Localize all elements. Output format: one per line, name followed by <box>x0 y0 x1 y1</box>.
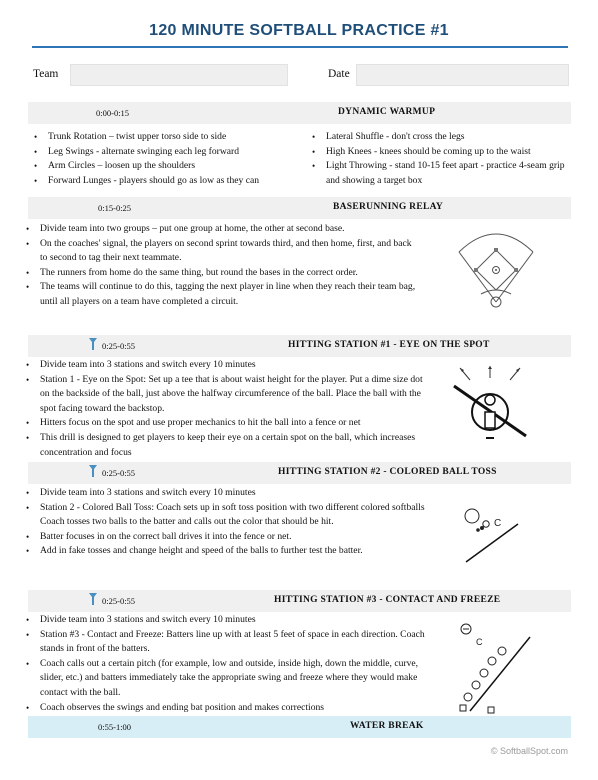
warmup-body <box>28 130 571 192</box>
station1-body <box>28 358 571 460</box>
tee-icon <box>88 592 98 606</box>
station1-time: 0:25-0:55 <box>102 341 136 351</box>
list-item: • Light Throwing - stand 10-15 feet apart - practice 4-seam grip and showing a target box <box>306 159 568 188</box>
station2-body <box>28 486 571 584</box>
water-title: WATER BREAK <box>350 721 424 731</box>
list-item: • Station #3 - Contact and Freeze: Batters line up with at least 5 feet of space in each direction. Coach stands in front of the batters. <box>20 628 430 657</box>
colored-ball-toss-diagram <box>456 504 540 568</box>
baserunning-time: 0:15-0:25 <box>98 203 132 213</box>
list-item: • Hitters focus on the spot and use proper mechanics to hit the ball into a fence or net <box>20 416 430 431</box>
list-item: • Forward Lunges - players should go as low as they can <box>28 174 298 189</box>
list-item: • Leg Swings - alternate swinging each leg forward <box>28 145 298 160</box>
svg-text:C: C <box>476 637 483 647</box>
station2-title: HITTING STATION #2 - COLORED BALL TOSS <box>278 467 497 477</box>
warmup-left-list <box>28 130 298 188</box>
list-item: • Coach observes the swings and ending bat position and makes corrections <box>20 701 430 716</box>
warmup-time: 0:00-0:15 <box>96 108 130 118</box>
list-item: • Station 2 - Colored Ball Toss: Coach sets up in soft toss position with two different colored softballs Coach tosses two balls to the batter and calls out the color that should be hit. <box>20 501 430 530</box>
list-item: • High Knees - knees should be coming up to the waist <box>306 145 568 160</box>
station1-title: HITTING STATION #1 - EYE ON THE SPOT <box>288 340 490 350</box>
station2-list <box>20 486 430 559</box>
title-rule <box>32 46 568 48</box>
baserunning-body <box>28 222 571 332</box>
station1-list <box>20 358 430 460</box>
warmup-header <box>28 102 571 124</box>
team-field[interactable] <box>70 64 288 86</box>
tee-icon <box>88 337 98 351</box>
tee-icon <box>88 464 98 478</box>
list-item: • Trunk Rotation – twist upper torso side to side <box>28 130 298 145</box>
warmup-title: DYNAMIC WARMUP <box>338 107 436 117</box>
list-item: • Divide team into 3 stations and switch every 10 minutes <box>20 613 430 628</box>
warmup-right-list <box>306 130 568 188</box>
list-item: • Batter focuses in on the correct ball drives it into the fence or net. <box>20 530 430 545</box>
baserunning-title: BASERUNNING RELAY <box>333 202 444 212</box>
baserunning-header <box>28 197 571 219</box>
team-label: Team <box>33 68 59 80</box>
station3-list <box>20 613 430 715</box>
list-item: • The runners from home do the same thing, but round the bases in the correct order. <box>20 266 420 281</box>
contact-freeze-diagram <box>448 619 540 715</box>
station1-header <box>28 335 571 357</box>
list-item: • This drill is designed to get players to keep their eye on a certain spot on the ball, which increases concentration and focus <box>20 431 430 460</box>
footer-copyright: © SoftballSpot.com <box>490 746 568 756</box>
station2-header <box>28 462 571 484</box>
list-item: • Divide team into two groups – put one group at home, the other at second base. <box>20 222 420 237</box>
list-item: • Divide team into 3 stations and switch every 10 minutes <box>20 486 430 501</box>
list-item: • The teams will continue to do this, tagging the next player in line when they reach their team bag, until all players on a team have completed a circuit. <box>20 280 420 309</box>
baseball-field-diagram <box>453 222 539 310</box>
station3-header <box>28 590 571 612</box>
list-item: • Station 1 - Eye on the Spot: Set up a tee that is about waist height for the player. Put a dime size dot on the backside of the ball, just above the halfway circumference of the ball. Place the ball with the spot facing toward the backstop. <box>20 373 430 417</box>
svg-text:C: C <box>494 518 502 529</box>
list-item: • Lateral Shuffle - don't cross the legs <box>306 130 568 145</box>
station3-body <box>28 613 571 713</box>
station3-time: 0:25-0:55 <box>102 596 136 606</box>
list-item: • Add in fake tosses and change height and speed of the balls to further test the batter. <box>20 544 430 559</box>
date-label: Date <box>328 68 350 80</box>
list-item: • Coach calls out a certain pitch (for example, low and outside, inside high, down the middle, curve, slider, etc.) and batters immediately take the appropriate swing and freeze where they would make contact with the ball. <box>20 657 430 701</box>
water-time: 0:55-1:00 <box>98 722 132 732</box>
station3-title: HITTING STATION #3 - CONTACT AND FREEZE <box>274 595 501 605</box>
list-item: • Divide team into 3 stations and switch every 10 minutes <box>20 358 430 373</box>
eye-on-spot-diagram <box>450 366 530 446</box>
station2-time: 0:25-0:55 <box>102 468 136 478</box>
baserunning-list <box>20 222 420 310</box>
page-title: 120 MINUTE SOFTBALL PRACTICE #1 <box>149 22 449 39</box>
list-item: • Arm Circles – loosen up the shoulders <box>28 159 298 174</box>
list-item: • On the coaches' signal, the players on second sprint towards third, and then home, first, and back to second to tag their next teammate. <box>20 237 420 266</box>
date-field[interactable] <box>356 64 569 86</box>
water-header <box>28 716 571 738</box>
